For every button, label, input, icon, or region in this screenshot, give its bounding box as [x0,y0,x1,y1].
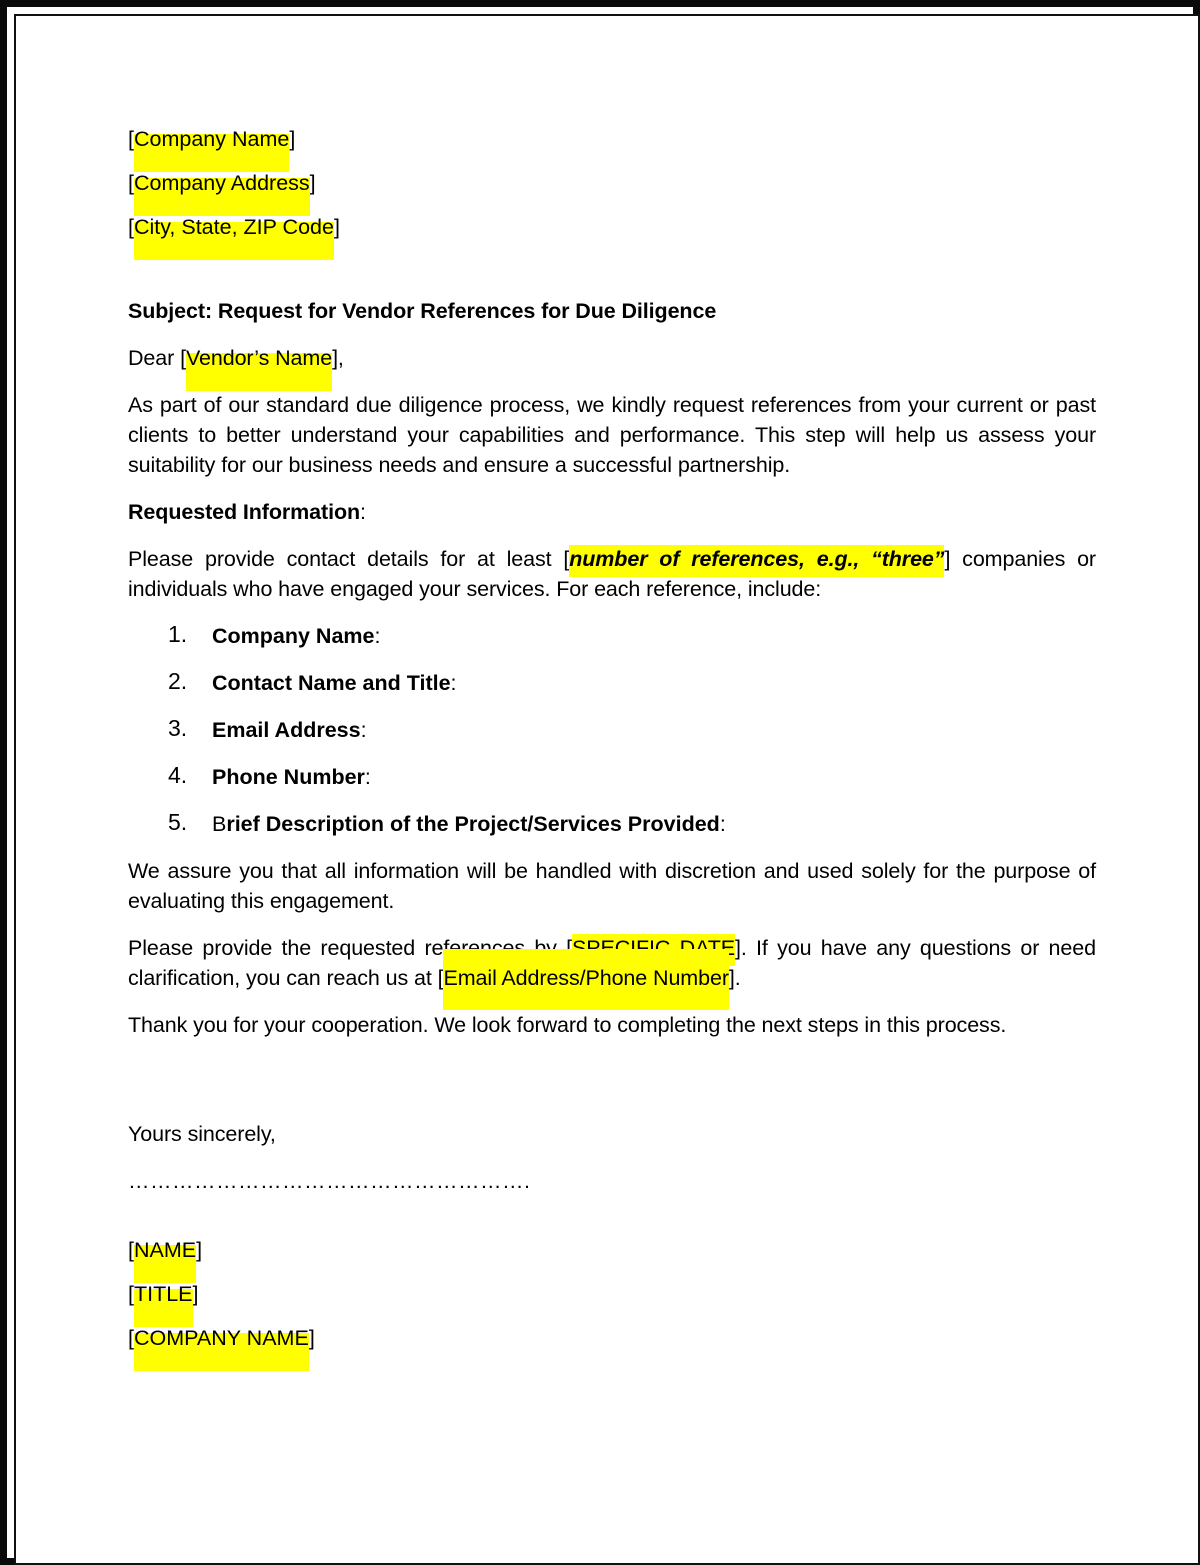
bracket-close: ] [309,171,316,195]
requested-information-heading-colon: : [360,500,366,524]
signature-rule: ………………………………………………. [128,1169,531,1193]
signoff-line: Yours sincerely, [128,1122,276,1146]
list-item [212,809,1096,839]
signature-spacer [128,1057,1096,1119]
letterhead-spacer [128,256,1096,296]
list-item [212,621,1096,651]
deadline-part-1: Please provide the requested references by [ [128,936,572,960]
list-item-colon: : [364,765,371,789]
list-item-label: Phone Number [212,765,365,789]
placeholder-title: TITLE [133,1282,193,1306]
list-item-label: Contact Name and Title [212,671,451,695]
signature-title [128,1279,1096,1309]
bracket-open: [ [128,171,134,195]
bracket-open: [ [128,1326,134,1350]
bracket-close: ] [308,1326,315,1350]
salutation-prefix: Dear [ [128,346,186,370]
deadline-paragraph [128,933,1096,993]
placeholder-email-phone: Email Address/Phone Number [443,966,729,990]
bracket-open: [ [128,1282,134,1306]
lead-suffix: ] companies or individuals who have engaged your services. For each reference, include: [128,547,1096,601]
deadline-part-2: ]. If you have any questions or need clarification, you can reach us at [ [128,936,1096,990]
bracket-close: ] [196,1238,203,1262]
placeholder-company-address: Company Address [133,171,310,195]
list-item-colon: : [374,624,381,648]
bracket-close: ] [289,127,296,151]
signature-company [128,1323,1096,1353]
placeholder-city-state-zip: City, State, ZIP Code [133,215,334,239]
page-sheet [14,14,1200,1565]
requested-information-heading [128,497,1096,527]
salutation-line [128,343,1096,373]
placeholder-name: NAME [133,1238,197,1262]
bracket-close: ] [333,215,340,239]
letter-body [128,124,1096,1367]
salutation-suffix: ], [332,346,344,370]
bracket-close: ] [192,1282,199,1306]
requested-information-lead [128,544,1096,604]
letterhead-company-address [128,168,1096,198]
intro-paragraph: As part of our standard due diligence process, we kindly request references from your current or past clients to better understand your capabilities and performance. This step will help us assess your suitability for our business needs and ensure a successful partnership. [128,393,1096,477]
deadline-part-3: ]. [728,966,741,990]
list-item-colon: : [450,671,457,695]
placeholder-number-of-references: number of references, e.g., “three” [569,547,945,571]
list-item [212,715,1096,745]
list-item-label: Email Address [212,718,361,742]
bracket-open: [ [128,215,134,239]
subject-line: Subject: Request for Vendor References for Due Diligence [128,299,717,323]
closing-paragraph: Thank you for your cooperation. We look forward to completing the next steps in this process. [128,1013,1007,1037]
list-item-colon: : [719,812,726,836]
lead-prefix: Please provide contact details for at least [ [128,547,570,571]
list-item [212,668,1096,698]
list-item-label: rief Description of the Project/Services Provided [226,812,720,836]
letterhead-company-name [128,124,1096,154]
letterhead-city-state-zip [128,212,1096,242]
placeholder-vendor-name: Vendor’s Name [185,346,333,370]
placeholder-company-name: Company Name [133,127,290,151]
bracket-open: [ [128,127,134,151]
placeholder-specific-date: SPECIFIC DATE [572,936,735,960]
list-item [212,762,1096,792]
signature-name [128,1235,1096,1265]
bracket-open: [ [128,1238,134,1262]
list-item-colon: : [360,718,367,742]
list-item-lead-cap: B [212,812,227,836]
assurance-paragraph: We assure you that all information will be handled with discretion and used solely for the purpose of evaluating this engagement. [128,859,1096,913]
signature-rule-spacer [128,1213,1096,1235]
requested-information-heading-text: Requested Information [128,500,361,524]
list-item-label: Company Name [212,624,375,648]
placeholder-company-name-signature: COMPANY NAME [133,1326,309,1350]
requested-information-list [128,621,1096,839]
